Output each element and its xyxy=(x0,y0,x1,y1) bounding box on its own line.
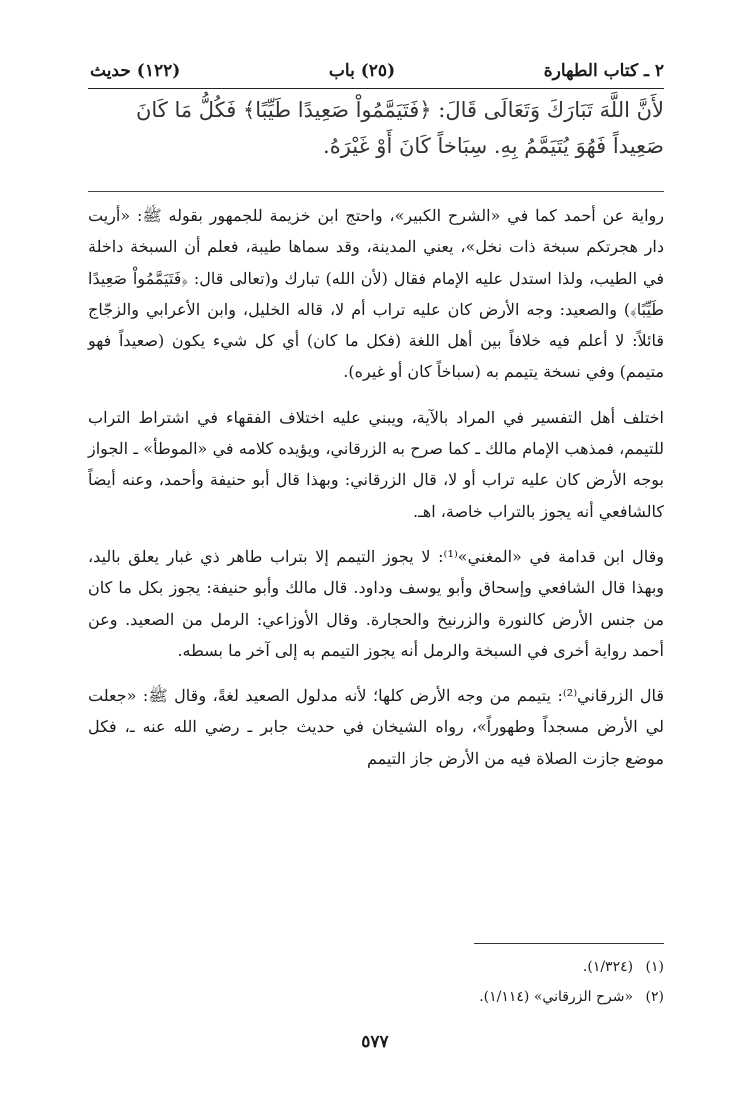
footnote-divider xyxy=(474,943,664,944)
footnote-text: (١/٣٢٤). xyxy=(582,959,634,975)
header-divider xyxy=(88,88,664,89)
running-header xyxy=(90,56,664,86)
footnote-1 xyxy=(88,952,664,982)
commentary-paragraph-1: رواية عن أحمد كما في «الشرح الكبير»، واحتج ابن خزيمة للجمهور بقوله ﷺ: «أريت دار هجرتكم سبخة ذات نخل»، يعني المدينة، وقد سماها طيبة، فعلم أن السبخة داخلة في الطيب، ولذا استدل عليه الإمام فقال (لأن الله) تبارك و(تعالى قال: ﴿فَتَيَمَّمُواْ صَعِيدًا طَيِّبًا﴾) والصعيد: وجه الأرض كان عليه تراب أم لا، قاله الخليل، وابن الأعرابي والزجّاج قائلاً: لا أعلم فيه خلافاً بين أهل اللغة (فكل ما كان) أي كل شيء يكون (صعيداً فهو متيمم) وفي نسخة يتيمم به (سباخاً كان أو غيره). xyxy=(88,206,665,382)
footnotes xyxy=(88,952,664,1012)
commentary xyxy=(88,200,664,788)
footnote-number: (٢) xyxy=(645,989,664,1005)
footnote-text: «شرح الزرقاني» (١/١١٤). xyxy=(479,989,634,1005)
commentary-paragraph-4: قال الزرقاني⁽²⁾: يتيمم من وجه الأرض كلها؛ لأنه مدلول الصعيد لغةً، وقال ﷺ: «جعلت لي الأرض مسجداً وطهوراً»، رواه الشيخان في حديث جابر ـ رضي الله عنه ـ، فكل موضع جازت الصلاة فيه من الأرض جاز التيمم xyxy=(88,686,665,768)
footnote-number: (١) xyxy=(645,959,664,975)
hadith-line-2: صَعِيداً فَهُوَ يُتَيَمَّمُ بِهِ. سِبَاخاً كَانَ أَوْ غَيْرَهُ. xyxy=(323,134,664,158)
footnote-2 xyxy=(88,982,664,1012)
commentary-paragraph-2: اختلف أهل التفسير في المراد بالآية، ويبني عليه اختلاف الفقهاء في اشتراط التراب للتيمم، فمذهب الإمام مالك ـ كما صرح به الزرقاني، ويؤيده كلامه في «الموطأ» ـ الجواز بوجه الأرض كان عليه تراب أو لا، قال الزرقاني: وبهذا قال أبو حنيفة وأحمد، وعنه أيضاً كالشافعي أنه يجوز بالتراب خاصة، اهـ. xyxy=(88,407,664,521)
header-chapter: (٢٥) باب xyxy=(328,61,396,81)
hadith-text xyxy=(88,92,664,164)
hadith-line-1: لأَنَّ اللَّهَ تَبَارَكَ وَتَعَالَى قَالَ: ﴿فَتَيَمَّمُواْ صَعِيدًا طَيِّبًا﴾ فَكُلُّ مَا كَانَ xyxy=(135,98,664,122)
hadith-divider xyxy=(88,191,664,192)
header-book-title: ٢ ـ كتاب الطهارة xyxy=(543,61,664,81)
commentary-paragraph-3: وقال ابن قدامة في «المغني»⁽¹⁾: لا يجوز التيمم إلا بتراب طاهر ذي غبار يعلق باليد، وبهذا قال الشافعي وإسحاق وأبو يوسف وداود. قال مالك وأبو حنيفة: يجوز بكل ما كان من جنس الأرض كالنورة والزرنيخ والحجارة. وقال الأوزاعي: الرمل من الصعيد. وعن أحمد رواية أخرى في السبخة والرمل أنه يجوز التيمم به إلى آخر ما بسطه. xyxy=(88,546,664,660)
page-number: ٥٧٧ xyxy=(361,1032,389,1052)
header-hadith-number: (١٢٢) حديث xyxy=(90,61,181,81)
